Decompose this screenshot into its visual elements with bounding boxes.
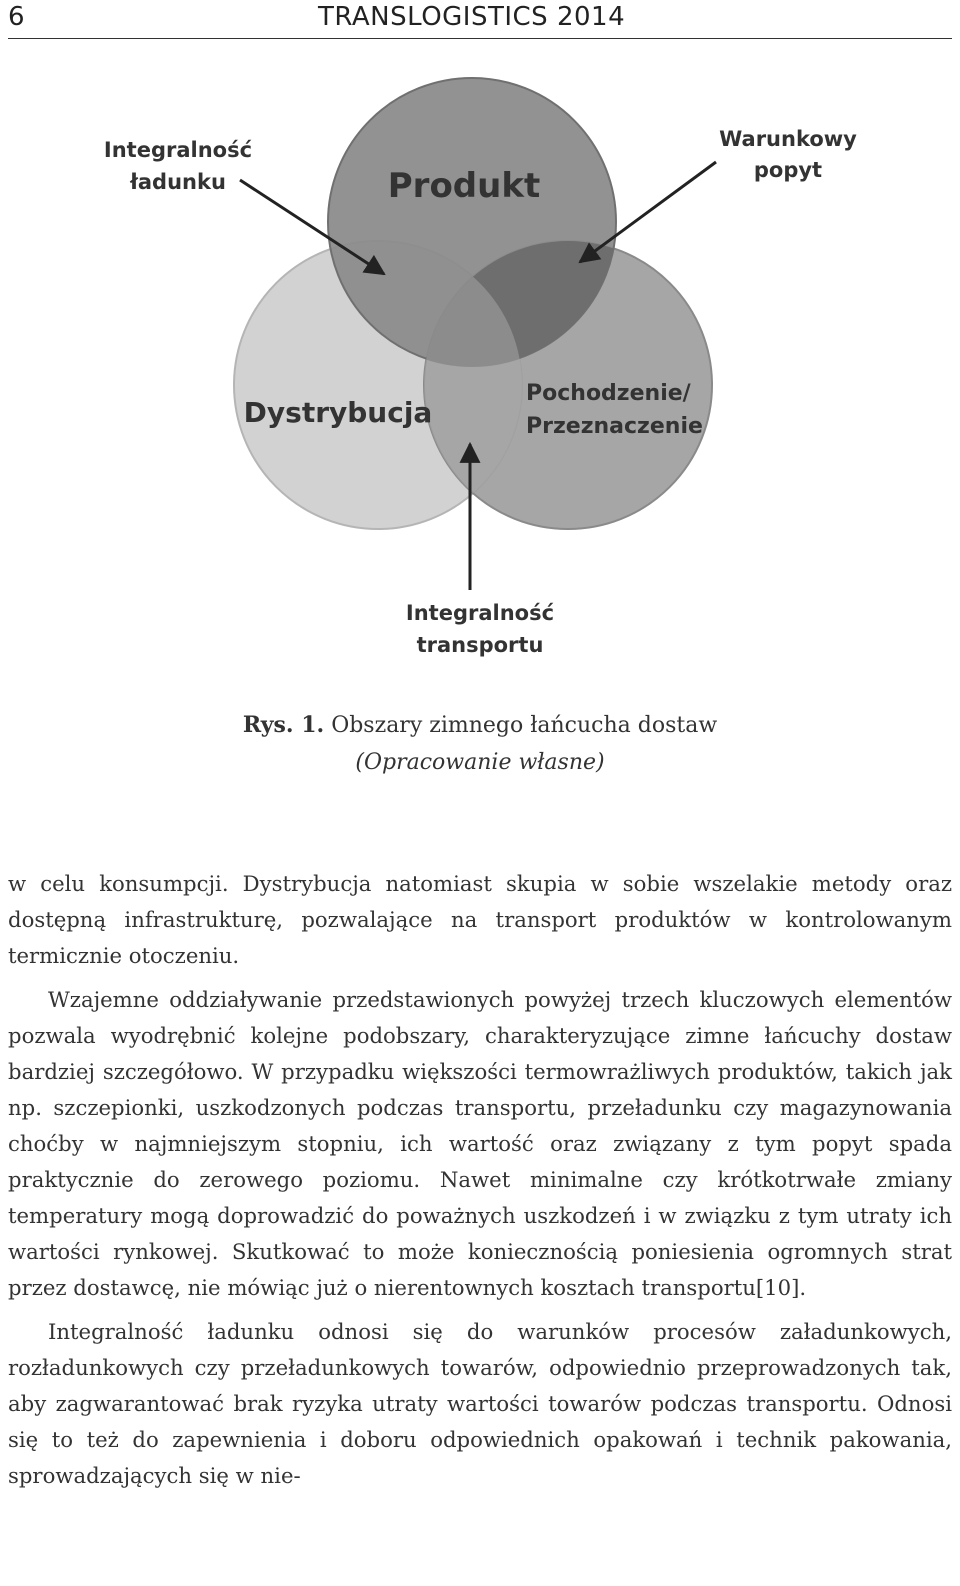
- label-pochodzenie-line2: Przeznaczenie: [526, 414, 703, 439]
- paragraph-3: Integralność ładunku odnosi się do warunków procesów załadunkowych, rozładunkowych czy przeładunkowych towarów, odpowiednio przeprowadzonych tak, aby zagwarantować brak ryzyka utraty wartości towarów podczas transportu. Odnosi się to też do zapewnienia i doboru odpowiednich opakowań i technik pakowania, sprowadzających się w nie-: [8, 1319, 952, 1488]
- label-integralnosc-ladunku-line1: Integralność: [103, 138, 253, 162]
- body-text: [8, 866, 952, 1494]
- label-warunkowy-popyt-line2: popyt: [753, 158, 823, 182]
- label-dystrybucja: Dystrybucja: [243, 396, 433, 429]
- label-integralnosc-transportu-line1: Integralność: [405, 601, 555, 625]
- label-pochodzenie-line1: Pochodzenie/: [526, 381, 691, 406]
- label-integralnosc-ladunku-line2: ładunku: [130, 170, 226, 194]
- page-number: 6: [8, 2, 25, 32]
- paragraph-2: Wzajemne oddziaływanie przedstawionych powyżej trzech kluczowych elementów pozwala wyodrębnić kolejne podobszary, charakteryzujące zimne łańcuchy dostaw bardziej szczegółowo. W przypadku większości termowrażliwych produktów, takich jak np. szczepionki, uszkodzonych podczas transportu, przeładunku czy magazynowania choćby w najmniejszym stopniu, ich wartość oraz związany z tym popyt spada praktycznie do zerowego poziomu. Nawet minimalne czy krótkotrwałe zmiany temperatury mogą doprowadzić do poważnych uszkodzeń i w związku z tym utraty ich wartości rynkowej. Skutkować to może koniecznością poniesienia ogromnych strat przez dostawcę, nie mówiąc już o nierentownych kosztach transportu[10].: [8, 987, 952, 1300]
- page-header: [8, 0, 952, 39]
- venn-diagram: [0, 60, 960, 700]
- figure-title: Obszary zimnego łańcucha dostaw: [331, 713, 718, 738]
- journal-title: TRANSLOGISTICS 2014: [318, 2, 626, 32]
- venn-diagram-figure: [0, 60, 960, 700]
- label-produkt: Produkt: [387, 166, 541, 206]
- figure-caption: [0, 712, 960, 738]
- label-warunkowy-popyt-line1: Warunkowy: [719, 127, 857, 151]
- paragraph-1: w celu konsumpcji. Dystrybucja natomiast skupia w sobie wszelakie metody oraz dostępną infrastrukturę, pozwalające na transport produktów w kontrolowanym termicznie otoczeniu.: [8, 871, 952, 968]
- figure-source: (Opracowanie własne): [355, 750, 605, 775]
- label-integralnosc-transportu-line2: transportu: [416, 633, 544, 657]
- figure-label: Rys. 1.: [242, 712, 325, 738]
